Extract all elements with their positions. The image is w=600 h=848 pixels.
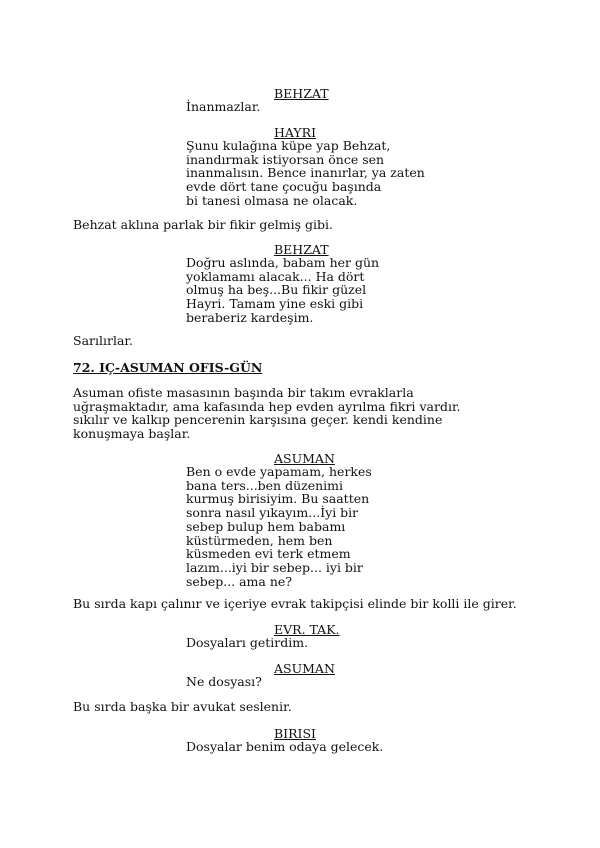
action-line: Bu sırda kapı çalınır ve içeriye evrak takipçisi elinde bir kolli ile girer. — [73, 596, 517, 611]
dialogue: İnanmazlar. — [186, 99, 261, 114]
dialogue: Şunu kulağına küpe yap Behzat, inandırmak istiyorsan önce sen inanmalısın. Bence inanırlar, ya zaten evde dört tane çocuğu başında bi tanesi olmasa ne olacak. — [186, 138, 425, 208]
character-name: EVR. TAK. — [274, 622, 340, 637]
dialogue: Ne dosyası? — [186, 674, 262, 689]
dialogue: Dosyalar benim odaya gelecek. — [186, 739, 384, 754]
character-name: BIRISI — [274, 726, 316, 741]
dialogue: Doğru aslında, babam her gün yoklamamı alacak... Ha dört olmuş ha beş...Bu fikir güzel Hayri. Tamam yine eski gibi beraberiz kardeşim. — [186, 255, 380, 325]
scene-heading: 72. IÇ-ASUMAN OFIS-GÜN — [73, 360, 263, 375]
action-line: Bu sırda başka bir avukat seslenir. — [73, 699, 292, 714]
dialogue: Ben o evde yapamam, herkes bana ters...ben düzenimi kurmuş birisiyim. Bu saatten sonra nasıl yıkayım...İyi bir sebep bulup hem babamı küstürmeden, hem ben küsmeden evi terk etmem lazım...iyi bir sebep... iyi bir sebep... ama ne? — [186, 464, 372, 589]
action-line: Behzat aklına parlak bir fikir gelmiş gibi. — [73, 217, 334, 232]
character-name: HAYRI — [274, 125, 317, 140]
action-paragraph: Asuman ofiste masasının başında bir takım evraklarla uğraşmaktadır, ama kafasında hep evden ayrılma fikri vardır. sıkılır ve kalkıp pencerenin karşısına geçer. kendi kendine konuşmaya başlar. — [73, 385, 461, 442]
character-name: ASUMAN — [274, 451, 335, 466]
character-name: ASUMAN — [274, 661, 335, 676]
character-name: BEHZAT — [274, 86, 329, 101]
dialogue: Dosyaları getirdim. — [186, 635, 309, 650]
character-name: BEHZAT — [274, 242, 329, 257]
action-line: Sarılırlar. — [73, 333, 133, 348]
